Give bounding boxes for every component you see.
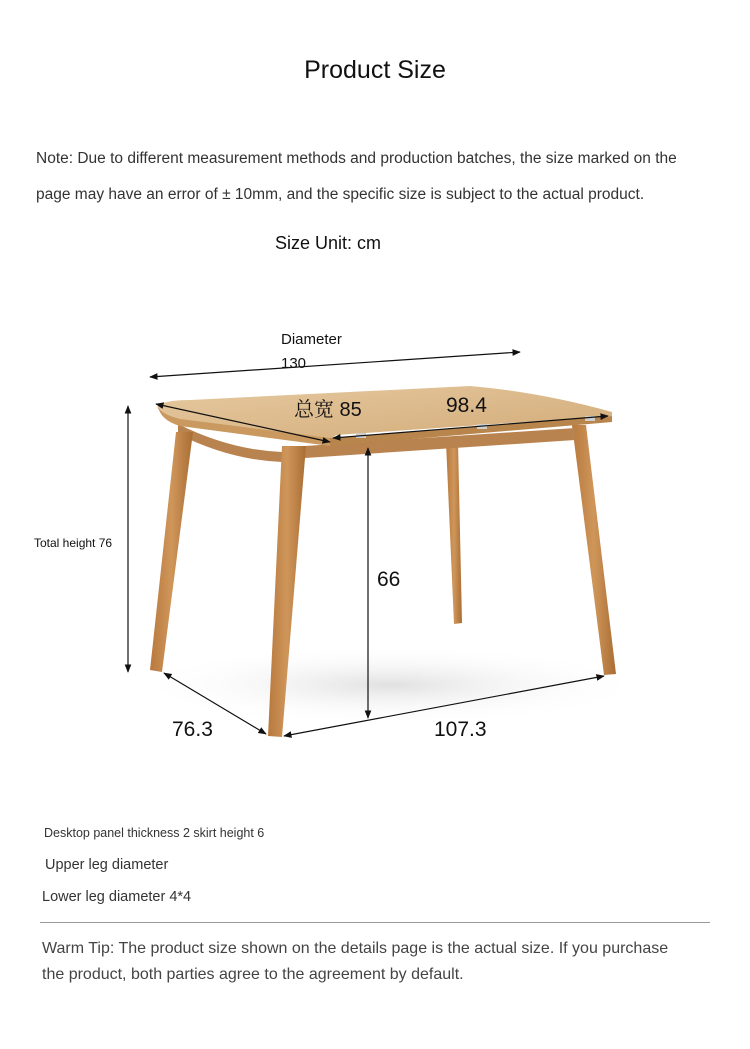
diameter-value: 130	[281, 355, 307, 372]
measurement-note-line-1: Note: Due to different measurement methods and production batches, the size marked on the	[36, 150, 677, 167]
diameter-dimension-line	[150, 352, 520, 377]
total-height-label: Total height 76	[34, 536, 113, 550]
floor-shadow	[130, 645, 650, 725]
size-unit-label: Size Unit: cm	[274, 233, 382, 253]
divider	[40, 922, 710, 923]
left-leg	[150, 432, 193, 672]
total-width-label: 总宽 85	[294, 399, 362, 421]
length-label: 107.3	[434, 718, 487, 741]
depth-label: 76.3	[172, 718, 213, 741]
right-front-leg	[572, 425, 616, 675]
lower-leg-spec: Lower leg diameter 4*4	[42, 889, 192, 905]
diameter-label: Diameter	[281, 331, 342, 348]
panel-thickness-spec: Desktop panel thickness 2 skirt height 6	[44, 826, 265, 840]
back-right-leg	[446, 442, 462, 624]
measurement-note-line-2: page may have an error of ± 10mm, and the specific size is subject to the actual product.	[36, 186, 645, 203]
clearance-height-label: 66	[377, 568, 401, 591]
upper-leg-spec: Upper leg diameter	[45, 857, 169, 873]
table-dimension-diagram	[0, 300, 750, 780]
top-width-label: 98.4	[446, 394, 487, 417]
warm-tip: Warm Tip: The product size shown on the details page is the actual size. If you purchase the product, both parties agree to the agreement by default.	[42, 940, 669, 983]
page-title: Product Size	[304, 56, 446, 84]
